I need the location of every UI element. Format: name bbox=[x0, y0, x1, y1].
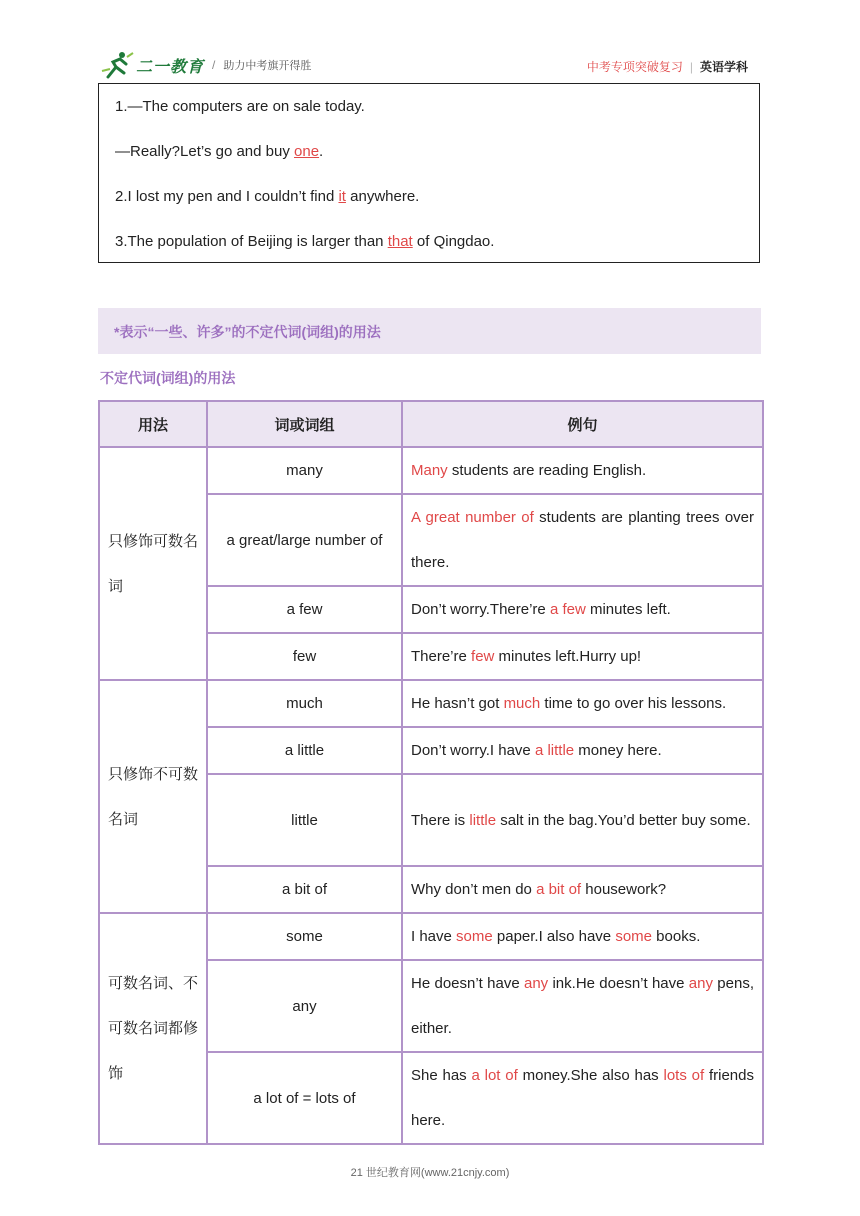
word-cell: much bbox=[207, 680, 402, 727]
highlight-word: any bbox=[523, 975, 549, 992]
word-cell: a great/large number of bbox=[207, 494, 402, 586]
header-right bbox=[587, 58, 748, 75]
example-text: housework? bbox=[581, 881, 667, 898]
highlight-word: lots of bbox=[663, 1067, 705, 1084]
example-text: She has bbox=[411, 1067, 472, 1084]
header-word: 词或词组 bbox=[207, 401, 402, 447]
table-row bbox=[99, 913, 763, 960]
logo bbox=[100, 50, 311, 80]
highlight-word: A great number of bbox=[411, 509, 534, 526]
answer-word: it bbox=[338, 188, 346, 205]
page-header bbox=[100, 50, 762, 80]
table-header-row bbox=[99, 401, 763, 447]
table-row bbox=[99, 680, 763, 727]
word-cell: many bbox=[207, 447, 402, 494]
highlight-word: a lot of bbox=[471, 1067, 518, 1084]
page-footer: 21 世纪教育网(www.21cnjy.com) bbox=[350, 1167, 510, 1179]
table-body bbox=[99, 447, 763, 1144]
highlight-word: a few bbox=[549, 601, 586, 618]
section-title-bar bbox=[98, 308, 761, 354]
example-text: There’re bbox=[411, 648, 472, 665]
word-cell: some bbox=[207, 913, 402, 960]
example-cell bbox=[402, 774, 763, 866]
example-text: Don’t worry.There’re bbox=[411, 601, 550, 618]
example-cell bbox=[402, 1052, 763, 1144]
logo-slogan: 助力中考旗开得胜 bbox=[223, 60, 312, 72]
example-text: There is bbox=[411, 811, 470, 829]
highlight-word: Many bbox=[411, 462, 448, 479]
example-text: Don’t worry.I have bbox=[411, 742, 535, 759]
box-line: 3.The population of Beijing is larger than that of Qingdao. bbox=[115, 233, 495, 250]
subject-label: 英语学科 bbox=[699, 60, 748, 74]
header-divider: | bbox=[689, 59, 693, 74]
logo-text: 二一教育 bbox=[136, 58, 205, 76]
example-text: money.She also has bbox=[517, 1067, 664, 1084]
box-line: 2.I lost my pen and I couldn’t find it anywhere. bbox=[115, 188, 420, 205]
header-example: 例句 bbox=[402, 401, 763, 447]
section-title: *表示“一些、许多”的不定代词(词组)的用法 bbox=[114, 324, 381, 340]
usage-cell: 只修饰可数名词 bbox=[99, 447, 207, 680]
highlight-word: few bbox=[471, 648, 495, 665]
example-text: pens, either. bbox=[411, 975, 754, 1037]
example-text: students are planting trees over there. bbox=[411, 509, 754, 571]
example-text: money here. bbox=[574, 742, 662, 759]
runner-logo-icon bbox=[100, 51, 134, 79]
usage-cell: 可数名词、不可数名词都修饰 bbox=[99, 913, 207, 1144]
word-cell: a lot of = lots of bbox=[207, 1052, 402, 1144]
example-text: salt in the bag.You’d better buy some. bbox=[496, 811, 751, 829]
example-text: I have bbox=[411, 928, 457, 945]
highlight-word: some bbox=[456, 928, 493, 945]
example-cell bbox=[402, 494, 763, 586]
example-text: time to go over his lessons. bbox=[540, 695, 727, 712]
example-text: He hasn’t got bbox=[411, 695, 504, 712]
example-text: paper.I also have bbox=[492, 928, 616, 945]
header-usage: 用法 bbox=[99, 401, 207, 447]
example-cell bbox=[402, 633, 763, 680]
example-cell bbox=[402, 866, 763, 913]
example-text: students are reading English. bbox=[447, 462, 647, 479]
highlight-word: a little bbox=[534, 742, 575, 759]
example-text: minutes left. bbox=[585, 601, 671, 618]
course-label: 中考专项突破复习 bbox=[586, 60, 683, 74]
table-subtitle: 不定代词(词组)的用法 bbox=[100, 370, 236, 386]
logo-separator: / bbox=[212, 58, 216, 72]
example-text: He doesn’t have bbox=[411, 975, 524, 992]
example-cell bbox=[402, 680, 763, 727]
example-text: friends here. bbox=[411, 1067, 754, 1129]
example-text: Why don’t men do bbox=[411, 881, 537, 898]
example-text: ink.He doesn’t have bbox=[548, 975, 689, 992]
pronoun-table bbox=[98, 400, 764, 1145]
word-cell: few bbox=[207, 633, 402, 680]
table-row bbox=[99, 447, 763, 494]
highlight-word: little bbox=[469, 811, 497, 829]
usage-cell: 只修饰不可数名词 bbox=[99, 680, 207, 913]
highlight-word: a bit of bbox=[536, 881, 582, 898]
example-cell bbox=[402, 447, 763, 494]
word-cell: a few bbox=[207, 586, 402, 633]
highlight-word: any bbox=[688, 975, 713, 992]
example-text: books. bbox=[652, 928, 701, 945]
example-cell bbox=[402, 960, 763, 1052]
example-cell bbox=[402, 913, 763, 960]
word-cell: a little bbox=[207, 727, 402, 774]
example-cell bbox=[402, 586, 763, 633]
answer-word: that bbox=[387, 233, 413, 250]
word-cell: little bbox=[207, 774, 402, 866]
word-cell: any bbox=[207, 960, 402, 1052]
box-line: —Really?Let’s go and buy one. bbox=[115, 143, 324, 160]
example-box bbox=[98, 83, 760, 263]
box-line: 1.—The computers are on sale today. bbox=[115, 98, 365, 115]
word-cell: a bit of bbox=[207, 866, 402, 913]
highlight-word: some bbox=[615, 928, 652, 945]
example-cell bbox=[402, 727, 763, 774]
highlight-word: much bbox=[503, 695, 541, 712]
answer-word: one bbox=[294, 143, 320, 160]
example-text: minutes left.Hurry up! bbox=[494, 648, 642, 665]
